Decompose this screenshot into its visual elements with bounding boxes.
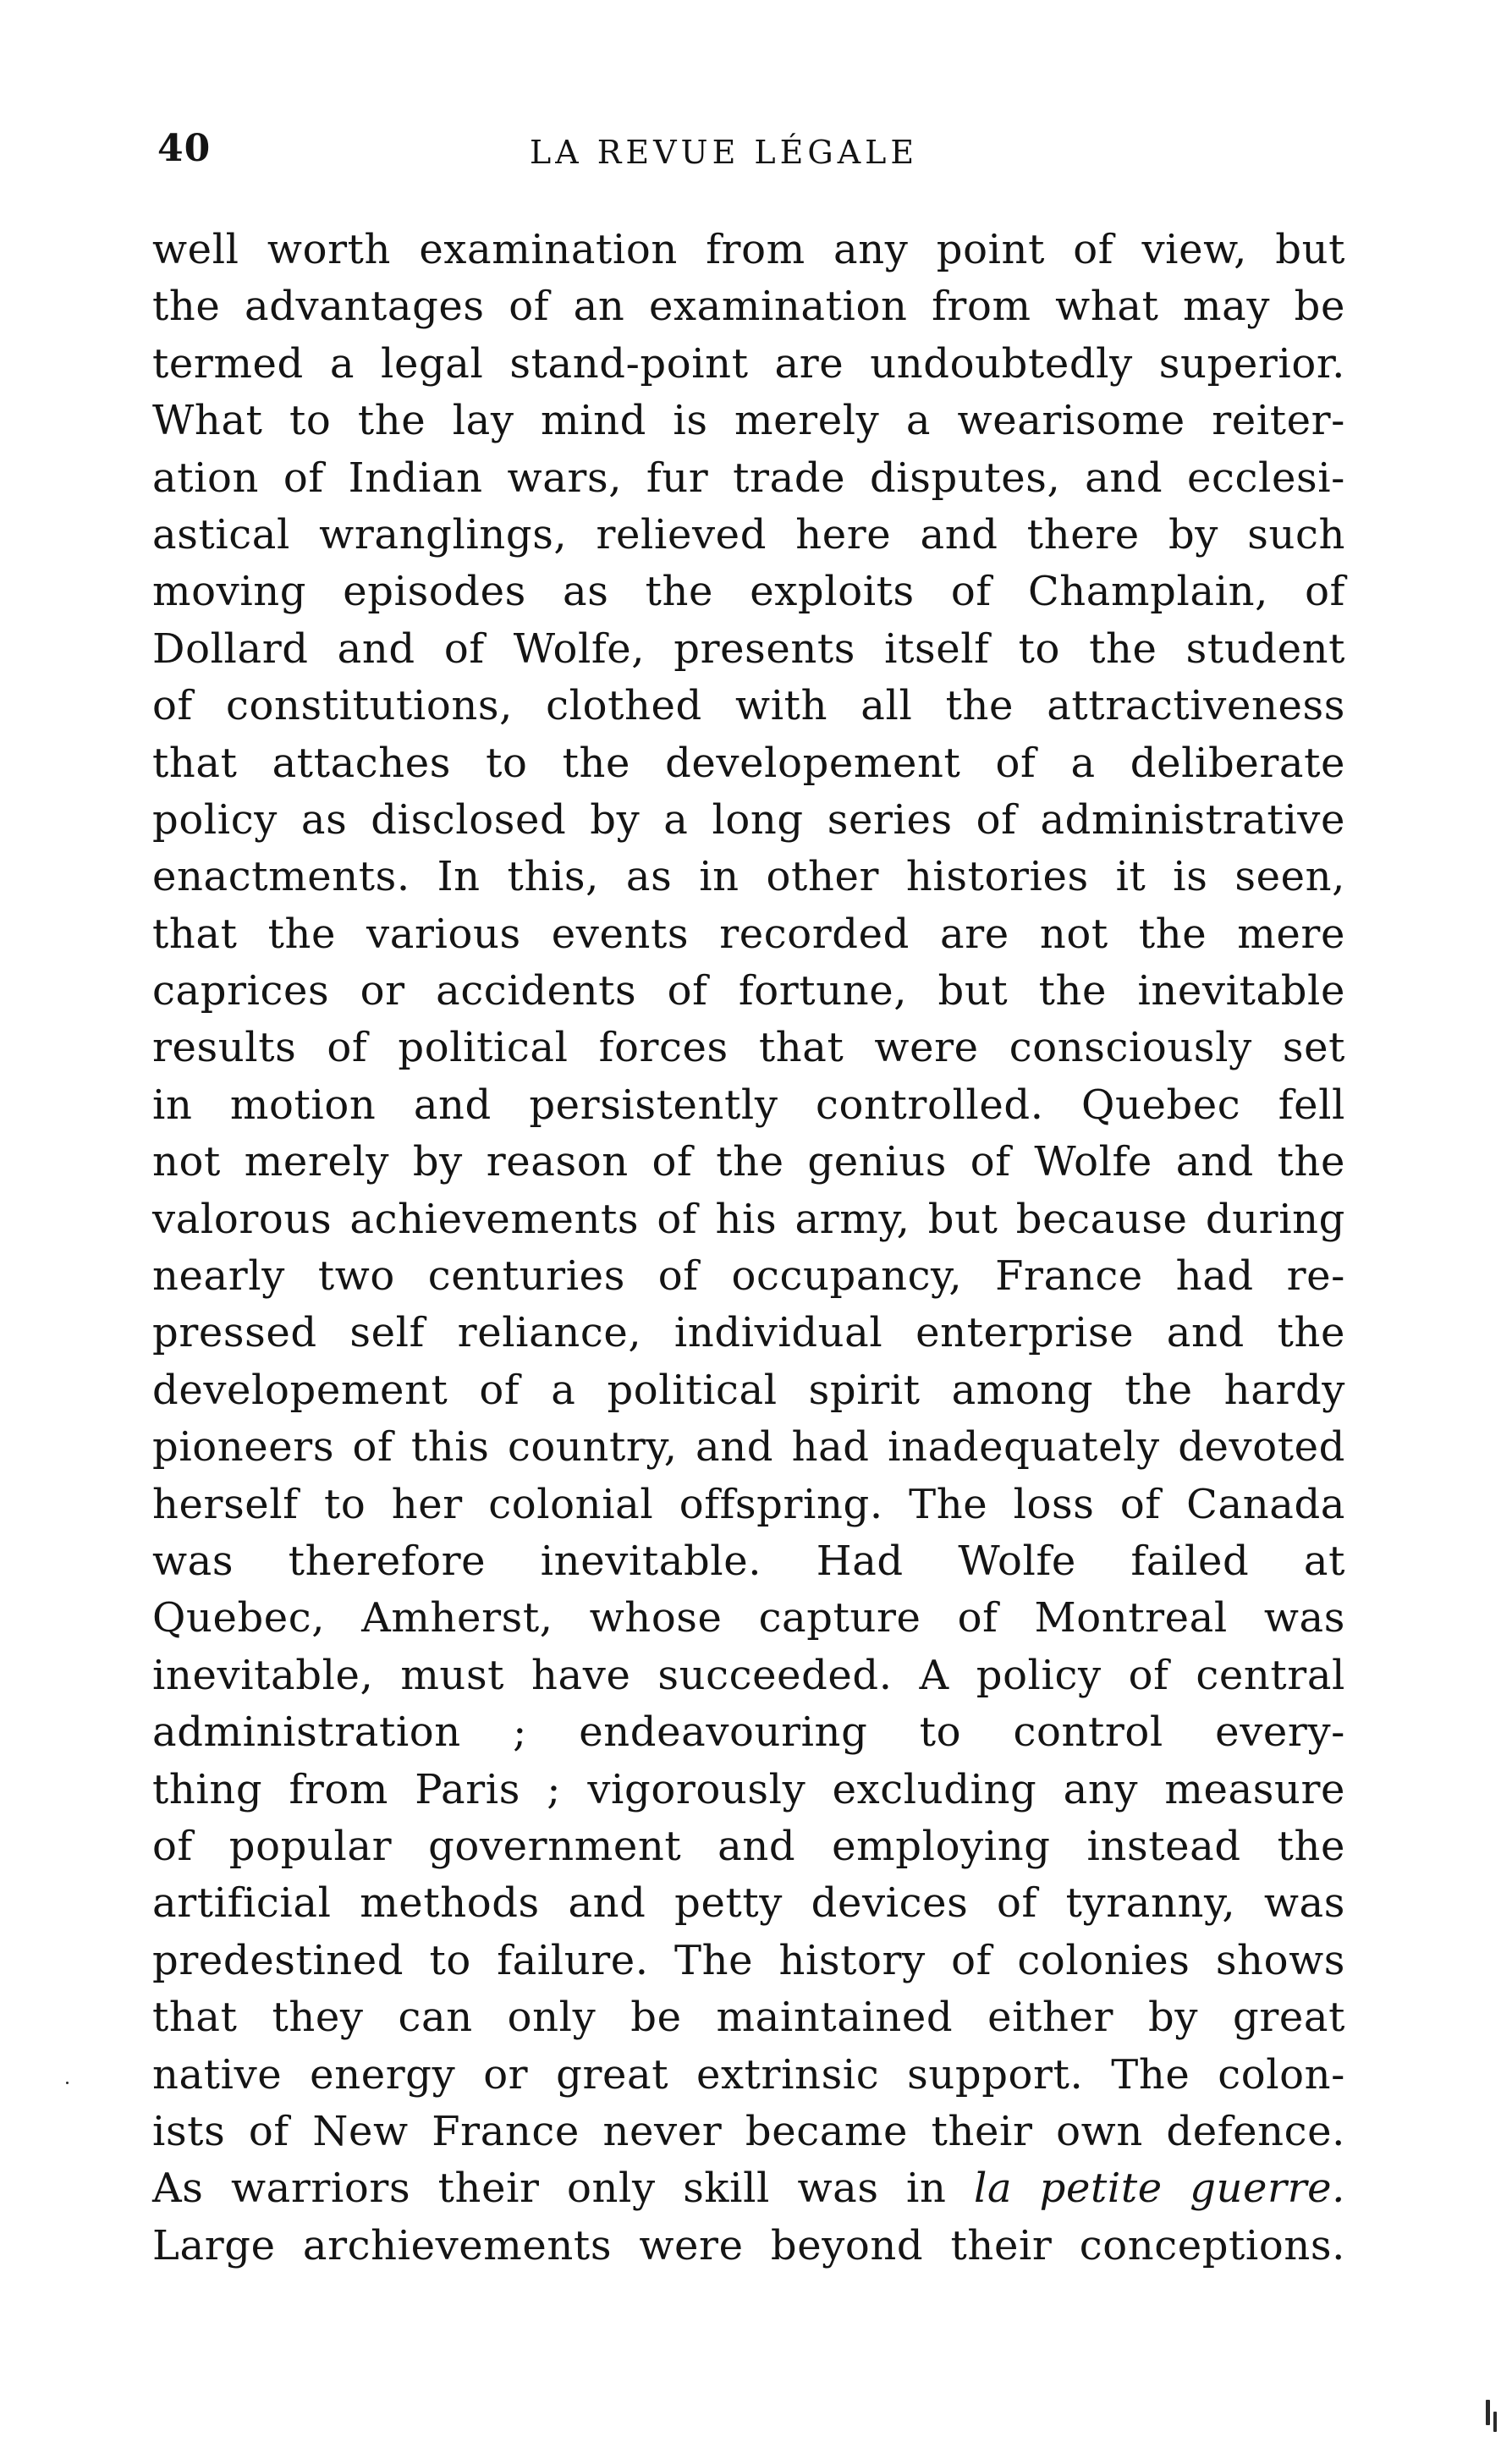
text-line: ation of Indian wars, fur trade disputes, and ecclesi- <box>152 454 1345 502</box>
text-line-with-italic <box>152 2160 1345 2217</box>
text-line: valorous achievements of his army, but because during <box>152 1195 1345 1243</box>
text-line: not merely by reason of the genius of Wolfe and the <box>152 1138 1345 1186</box>
text-line: enactments. In this, as in other histories it is seen, <box>152 853 1345 901</box>
text-line: Quebec, Amherst, whose capture of Montreal was <box>152 1594 1345 1642</box>
text-line: that the various events recorded are not the mere <box>152 910 1345 958</box>
text-line: termed a legal stand-point are undoubtedly superior. <box>152 339 1345 388</box>
text-line: in motion and persistently controlled. Quebec fell <box>152 1081 1345 1129</box>
scan-speck <box>66 2082 69 2084</box>
text-line: administration ; endeavouring to control every- <box>152 1708 1345 1757</box>
text-line: moving episodes as the exploits of Champlain, of <box>152 568 1345 616</box>
text-line: astical wranglings, relieved here and there by such <box>152 510 1345 558</box>
text-line: of popular government and employing instead the <box>152 1822 1345 1870</box>
text-line: native energy or great extrinsic support. The colon- <box>152 2050 1345 2099</box>
text-line: predestined to failure. The history of colonies shows <box>152 1936 1345 1984</box>
text-line: pioneers of this country, and had inadequately devoted <box>152 1423 1345 1472</box>
text-line: that attaches to the developement of a deliberate <box>152 739 1345 787</box>
text-line: pressed self reliance, individual enterprise and the <box>152 1309 1345 1357</box>
text-line: the advantages of an examination from what may be <box>152 283 1345 331</box>
page-number: 40 <box>157 127 212 170</box>
text-line: developement of a political spirit among the hardy <box>152 1366 1345 1414</box>
body-text <box>152 222 1345 2275</box>
text-line: policy as disclosed by a long series of administrative <box>152 795 1345 844</box>
text-line: Large archievements were beyond their conceptions. <box>152 2221 1345 2269</box>
text-line: was therefore inevitable. Had Wolfe failed at <box>152 1537 1345 1585</box>
running-title: LA REVUE LÉGALE <box>530 134 919 171</box>
text-line: of constitutions, clothed with all the attractiveness <box>152 682 1345 730</box>
text-line: herself to her colonial offspring. The loss of Canada <box>152 1480 1345 1528</box>
text-line: caprices or accidents of fortune, but the inevitable <box>152 967 1345 1015</box>
text-line: nearly two centuries of occupancy, France had re- <box>152 1252 1345 1301</box>
text-line: ists of New France never became their own defence. <box>152 2107 1345 2155</box>
text-line-start: As warriors their only skill was in <box>152 2165 947 2213</box>
text-line: What to the lay mind is merely a wearisome reiter- <box>152 397 1345 445</box>
text-line: that they can only be maintained either by great <box>152 1994 1345 2042</box>
scan-speck <box>1493 2412 1497 2432</box>
italic-phrase: la petite guerre. <box>974 2165 1346 2213</box>
scan-speck <box>1486 2400 1490 2425</box>
text-line: well worth examination from any point of view, but <box>152 226 1345 273</box>
text-line: inevitable, must have succeeded. A policy of central <box>152 1651 1345 1699</box>
text-line: Dollard and of Wolfe, presents itself to the student <box>152 624 1345 673</box>
text-line: results of political forces that were consciously set <box>152 1024 1345 1072</box>
text-line: artificial methods and petty devices of tyranny, was <box>152 1879 1345 1928</box>
text-line: thing from Paris ; vigorously excluding any measure <box>152 1765 1345 1813</box>
page-header <box>157 127 1342 195</box>
